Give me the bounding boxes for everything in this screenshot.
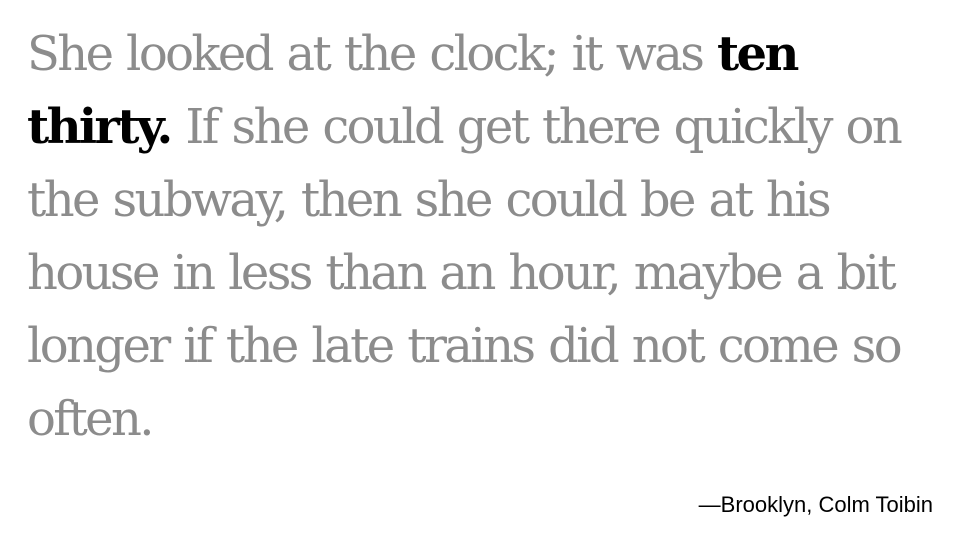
- quote-text: [27, 18, 932, 456]
- quote-citation: —Brooklyn, Colm Toibin: [698, 492, 933, 517]
- quote-text-after: If she could get there quickly on the subway, then she could be at his house in less than an hour, maybe a bit longer if the late trains did not come so often.: [27, 99, 901, 447]
- quote-text-before: She looked at the clock; it was: [27, 26, 717, 82]
- quote-highlight: ten thirty.: [27, 26, 797, 155]
